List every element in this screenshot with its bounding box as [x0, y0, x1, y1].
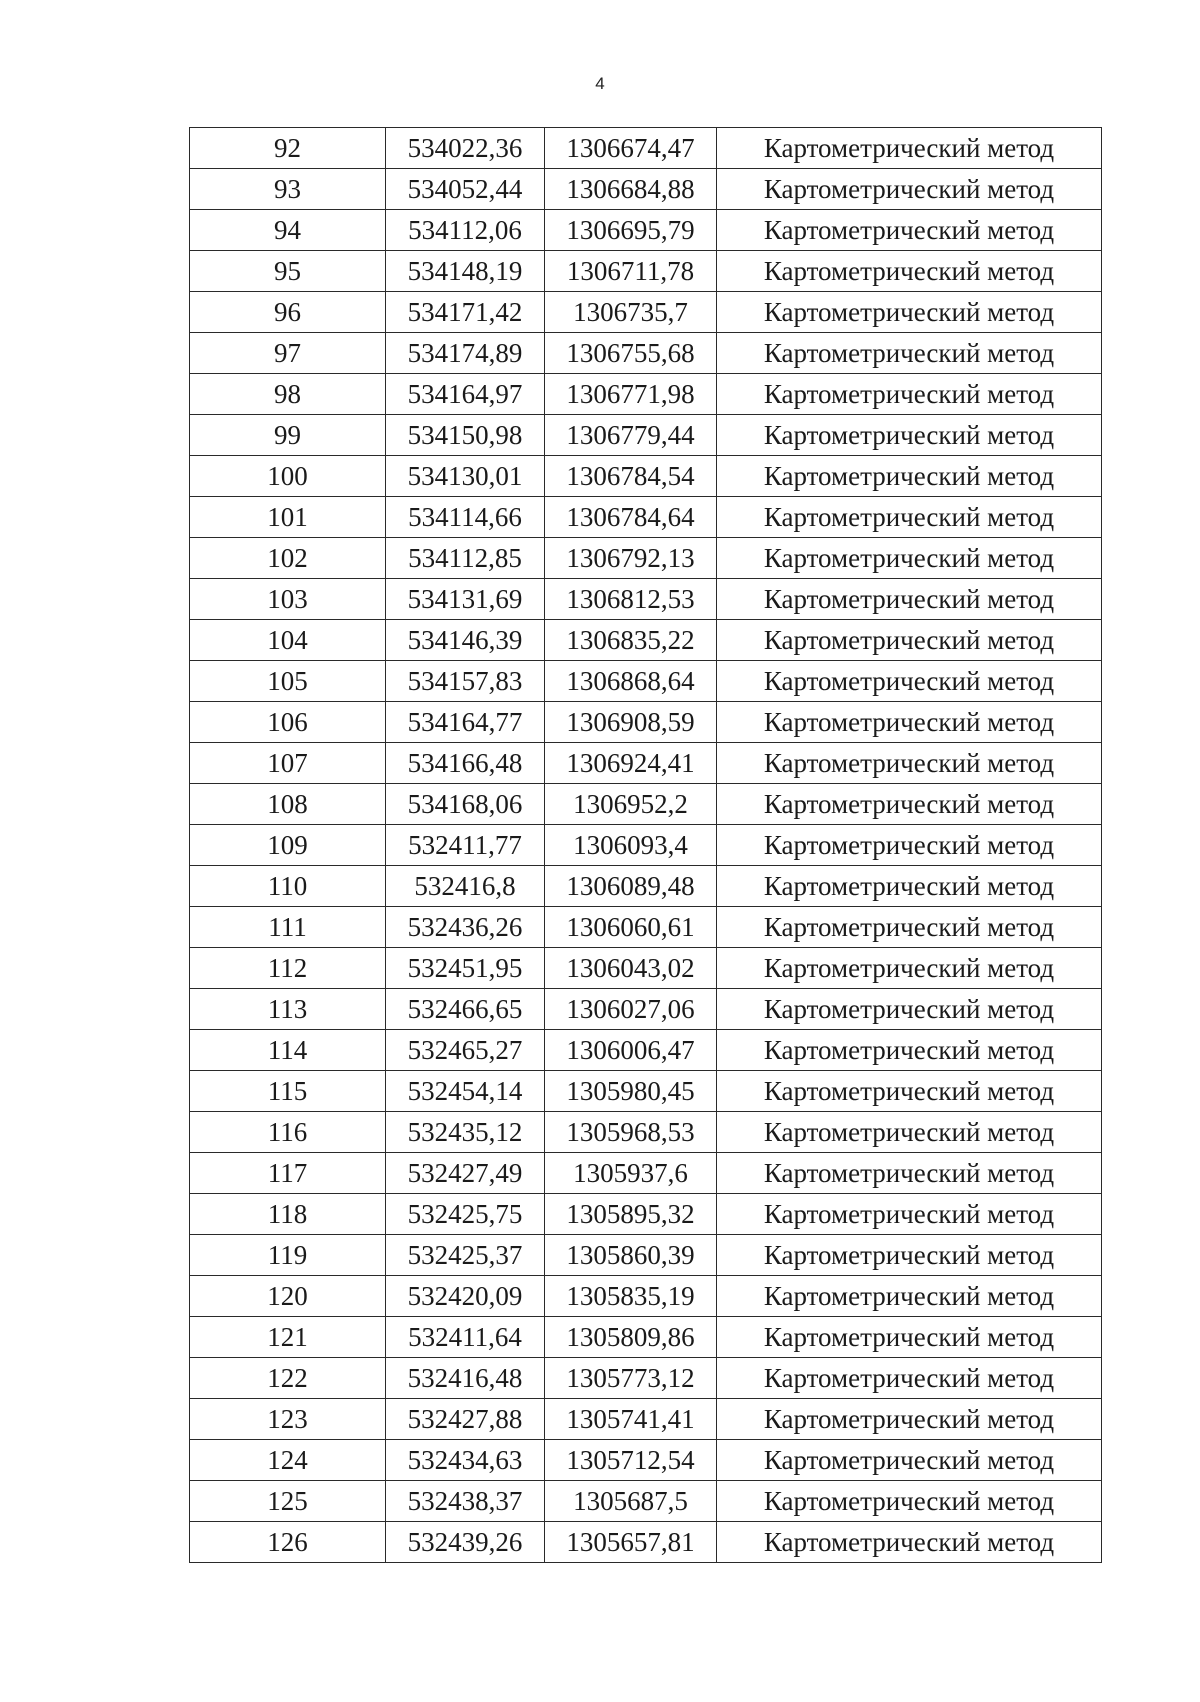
method-cell: Картометрический метод [717, 333, 1102, 374]
method-cell: Картометрический метод [717, 251, 1102, 292]
x-coordinate-cell: 532451,95 [386, 948, 545, 989]
y-coordinate-cell: 1306952,2 [545, 784, 717, 825]
y-coordinate-cell: 1306043,02 [545, 948, 717, 989]
x-coordinate-cell: 534150,98 [386, 415, 545, 456]
table-row [190, 743, 1102, 784]
table-row [190, 866, 1102, 907]
method-cell: Картометрический метод [717, 825, 1102, 866]
x-coordinate-cell: 534130,01 [386, 456, 545, 497]
x-coordinate-cell: 532466,65 [386, 989, 545, 1030]
method-cell: Картометрический метод [717, 1440, 1102, 1481]
method-cell: Картометрический метод [717, 1030, 1102, 1071]
method-cell: Картометрический метод [717, 1153, 1102, 1194]
point-number-cell: 118 [190, 1194, 386, 1235]
y-coordinate-cell: 1305895,32 [545, 1194, 717, 1235]
table-row [190, 415, 1102, 456]
method-cell: Картометрический метод [717, 1235, 1102, 1276]
point-number-cell: 121 [190, 1317, 386, 1358]
y-coordinate-cell: 1306771,98 [545, 374, 717, 415]
point-number-cell: 103 [190, 579, 386, 620]
method-cell: Картометрический метод [717, 538, 1102, 579]
table-row [190, 1481, 1102, 1522]
point-number-cell: 113 [190, 989, 386, 1030]
x-coordinate-cell: 534174,89 [386, 333, 545, 374]
table-row [190, 1522, 1102, 1563]
table-row [190, 1071, 1102, 1112]
y-coordinate-cell: 1305980,45 [545, 1071, 717, 1112]
x-coordinate-cell: 534112,85 [386, 538, 545, 579]
method-cell: Картометрический метод [717, 579, 1102, 620]
method-cell: Картометрический метод [717, 1481, 1102, 1522]
y-coordinate-cell: 1305835,19 [545, 1276, 717, 1317]
y-coordinate-cell: 1306908,59 [545, 702, 717, 743]
point-number-cell: 102 [190, 538, 386, 579]
table-row [190, 825, 1102, 866]
coordinates-table-body [190, 128, 1102, 1563]
method-cell: Картометрический метод [717, 1358, 1102, 1399]
y-coordinate-cell: 1306735,7 [545, 292, 717, 333]
x-coordinate-cell: 534171,42 [386, 292, 545, 333]
method-cell: Картометрический метод [717, 661, 1102, 702]
y-coordinate-cell: 1306835,22 [545, 620, 717, 661]
table-row [190, 292, 1102, 333]
y-coordinate-cell: 1306027,06 [545, 989, 717, 1030]
y-coordinate-cell: 1306684,88 [545, 169, 717, 210]
method-cell: Картометрический метод [717, 1071, 1102, 1112]
table-row [190, 1153, 1102, 1194]
x-coordinate-cell: 534157,83 [386, 661, 545, 702]
table-row [190, 128, 1102, 169]
method-cell: Картометрический метод [717, 497, 1102, 538]
y-coordinate-cell: 1306868,64 [545, 661, 717, 702]
table-row [190, 1358, 1102, 1399]
point-number-cell: 107 [190, 743, 386, 784]
y-coordinate-cell: 1305687,5 [545, 1481, 717, 1522]
x-coordinate-cell: 534114,66 [386, 497, 545, 538]
method-cell: Картометрический метод [717, 292, 1102, 333]
point-number-cell: 119 [190, 1235, 386, 1276]
table-row [190, 1030, 1102, 1071]
table-row [190, 169, 1102, 210]
y-coordinate-cell: 1305968,53 [545, 1112, 717, 1153]
table-row [190, 620, 1102, 661]
point-number-cell: 95 [190, 251, 386, 292]
point-number-cell: 105 [190, 661, 386, 702]
point-number-cell: 94 [190, 210, 386, 251]
table-row [190, 989, 1102, 1030]
x-coordinate-cell: 534146,39 [386, 620, 545, 661]
method-cell: Картометрический метод [717, 1112, 1102, 1153]
table-row [190, 497, 1102, 538]
point-number-cell: 126 [190, 1522, 386, 1563]
table-row [190, 1112, 1102, 1153]
table-row [190, 1276, 1102, 1317]
method-cell: Картометрический метод [717, 169, 1102, 210]
y-coordinate-cell: 1306792,13 [545, 538, 717, 579]
x-coordinate-cell: 532416,8 [386, 866, 545, 907]
point-number-cell: 96 [190, 292, 386, 333]
table-row [190, 251, 1102, 292]
method-cell: Картометрический метод [717, 456, 1102, 497]
point-number-cell: 109 [190, 825, 386, 866]
point-number-cell: 116 [190, 1112, 386, 1153]
x-coordinate-cell: 532438,37 [386, 1481, 545, 1522]
point-number-cell: 110 [190, 866, 386, 907]
x-coordinate-cell: 532411,64 [386, 1317, 545, 1358]
page-number: 4 [595, 74, 605, 93]
table-row [190, 538, 1102, 579]
table-row [190, 907, 1102, 948]
method-cell: Картометрический метод [717, 743, 1102, 784]
y-coordinate-cell: 1306924,41 [545, 743, 717, 784]
table-row [190, 1399, 1102, 1440]
point-number-cell: 124 [190, 1440, 386, 1481]
table-row [190, 948, 1102, 989]
point-number-cell: 112 [190, 948, 386, 989]
x-coordinate-cell: 532411,77 [386, 825, 545, 866]
x-coordinate-cell: 534131,69 [386, 579, 545, 620]
x-coordinate-cell: 532427,49 [386, 1153, 545, 1194]
x-coordinate-cell: 532425,75 [386, 1194, 545, 1235]
point-number-cell: 114 [190, 1030, 386, 1071]
x-coordinate-cell: 534164,97 [386, 374, 545, 415]
x-coordinate-cell: 532454,14 [386, 1071, 545, 1112]
x-coordinate-cell: 532425,37 [386, 1235, 545, 1276]
y-coordinate-cell: 1306006,47 [545, 1030, 717, 1071]
point-number-cell: 125 [190, 1481, 386, 1522]
table-row [190, 1440, 1102, 1481]
x-coordinate-cell: 532420,09 [386, 1276, 545, 1317]
table-row [190, 579, 1102, 620]
y-coordinate-cell: 1306784,64 [545, 497, 717, 538]
x-coordinate-cell: 534052,44 [386, 169, 545, 210]
x-coordinate-cell: 532416,48 [386, 1358, 545, 1399]
point-number-cell: 115 [190, 1071, 386, 1112]
x-coordinate-cell: 534112,06 [386, 210, 545, 251]
point-number-cell: 92 [190, 128, 386, 169]
point-number-cell: 101 [190, 497, 386, 538]
method-cell: Картометрический метод [717, 1194, 1102, 1235]
x-coordinate-cell: 534166,48 [386, 743, 545, 784]
method-cell: Картометрический метод [717, 1522, 1102, 1563]
point-number-cell: 99 [190, 415, 386, 456]
x-coordinate-cell: 532427,88 [386, 1399, 545, 1440]
y-coordinate-cell: 1305809,86 [545, 1317, 717, 1358]
table-row [190, 333, 1102, 374]
table-row [190, 784, 1102, 825]
method-cell: Картометрический метод [717, 374, 1102, 415]
method-cell: Картометрический метод [717, 210, 1102, 251]
x-coordinate-cell: 532436,26 [386, 907, 545, 948]
table-row [190, 702, 1102, 743]
method-cell: Картометрический метод [717, 866, 1102, 907]
method-cell: Картометрический метод [717, 784, 1102, 825]
y-coordinate-cell: 1306812,53 [545, 579, 717, 620]
table-row [190, 661, 1102, 702]
y-coordinate-cell: 1306779,44 [545, 415, 717, 456]
y-coordinate-cell: 1305741,41 [545, 1399, 717, 1440]
point-number-cell: 93 [190, 169, 386, 210]
method-cell: Картометрический метод [717, 1276, 1102, 1317]
y-coordinate-cell: 1306674,47 [545, 128, 717, 169]
y-coordinate-cell: 1305712,54 [545, 1440, 717, 1481]
x-coordinate-cell: 534164,77 [386, 702, 545, 743]
point-number-cell: 117 [190, 1153, 386, 1194]
method-cell: Картометрический метод [717, 1317, 1102, 1358]
y-coordinate-cell: 1306711,78 [545, 251, 717, 292]
point-number-cell: 122 [190, 1358, 386, 1399]
y-coordinate-cell: 1306060,61 [545, 907, 717, 948]
x-coordinate-cell: 532435,12 [386, 1112, 545, 1153]
point-number-cell: 123 [190, 1399, 386, 1440]
table-row [190, 456, 1102, 497]
coordinates-table [189, 127, 1102, 1563]
method-cell: Картометрический метод [717, 948, 1102, 989]
point-number-cell: 120 [190, 1276, 386, 1317]
point-number-cell: 104 [190, 620, 386, 661]
y-coordinate-cell: 1306093,4 [545, 825, 717, 866]
x-coordinate-cell: 534168,06 [386, 784, 545, 825]
table-row [190, 374, 1102, 415]
x-coordinate-cell: 532465,27 [386, 1030, 545, 1071]
point-number-cell: 97 [190, 333, 386, 374]
point-number-cell: 111 [190, 907, 386, 948]
table-row [190, 210, 1102, 251]
point-number-cell: 98 [190, 374, 386, 415]
point-number-cell: 108 [190, 784, 386, 825]
y-coordinate-cell: 1305937,6 [545, 1153, 717, 1194]
x-coordinate-cell: 534022,36 [386, 128, 545, 169]
method-cell: Картометрический метод [717, 415, 1102, 456]
method-cell: Картометрический метод [717, 907, 1102, 948]
x-coordinate-cell: 534148,19 [386, 251, 545, 292]
point-number-cell: 106 [190, 702, 386, 743]
y-coordinate-cell: 1306784,54 [545, 456, 717, 497]
table-row [190, 1235, 1102, 1276]
method-cell: Картометрический метод [717, 702, 1102, 743]
y-coordinate-cell: 1306695,79 [545, 210, 717, 251]
x-coordinate-cell: 532439,26 [386, 1522, 545, 1563]
x-coordinate-cell: 532434,63 [386, 1440, 545, 1481]
table-row [190, 1317, 1102, 1358]
method-cell: Картометрический метод [717, 128, 1102, 169]
table-row [190, 1194, 1102, 1235]
y-coordinate-cell: 1305773,12 [545, 1358, 717, 1399]
method-cell: Картометрический метод [717, 620, 1102, 661]
y-coordinate-cell: 1306755,68 [545, 333, 717, 374]
y-coordinate-cell: 1305657,81 [545, 1522, 717, 1563]
point-number-cell: 100 [190, 456, 386, 497]
method-cell: Картометрический метод [717, 1399, 1102, 1440]
method-cell: Картометрический метод [717, 989, 1102, 1030]
y-coordinate-cell: 1305860,39 [545, 1235, 717, 1276]
y-coordinate-cell: 1306089,48 [545, 866, 717, 907]
